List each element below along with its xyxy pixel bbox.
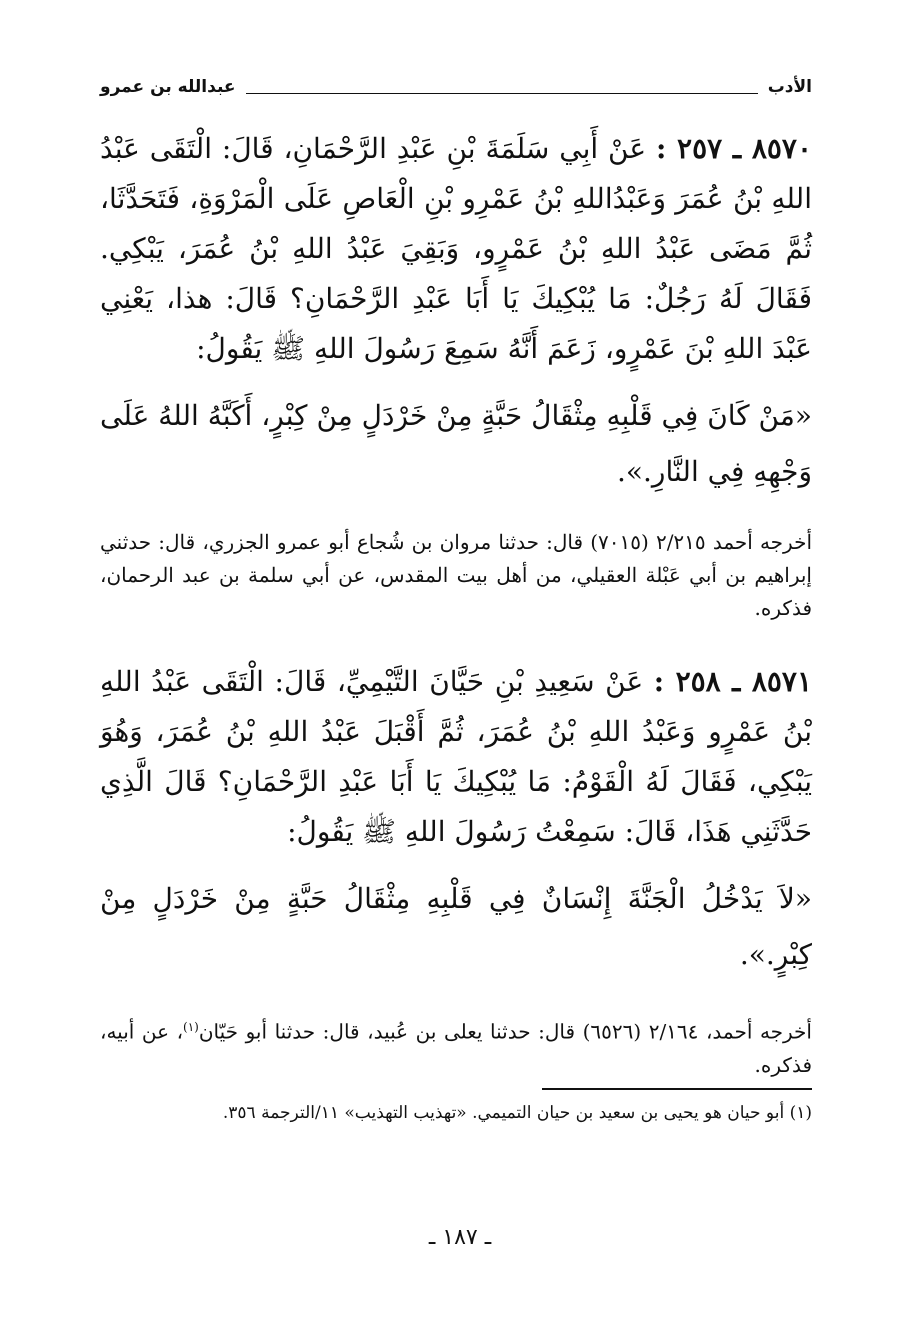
header-chapter-title: الأدب <box>767 77 812 97</box>
header-rule <box>246 93 758 94</box>
hadith-8571-body: عَنْ سَعِيدِ بْنِ حَيَّانَ التَّيْمِيِّ، قَالَ: الْتَقَى عَبْدُ اللهِ بْنُ عَمْرٍو وَعَبْدُ اللهِ بْنُ عُمَرَ، ثُمَّ أَقْبَلَ عَبْدُ اللهِ بْنُ عُمَرَ، وَهُوَ يَبْكِي، فَقَالَ لَهُ الْقَوْمُ: مَا يُبْكِيكَ يَا أَبَا عَبْدِ الرَّحْمَانِ؟ قَالَ الَّذِي حَدَّثَنِي هَذَا، قَالَ: سَمِعْتُ رَسُولَ اللهِ ﷺ يَقُولُ: <box>100 665 812 848</box>
footnote-1: (١) أبو حيان هو يحيى بن سعيد بن حيان التميمي. «تهذيب التهذيب» ١١/الترجمة ٣٥٦. <box>222 1102 812 1123</box>
header-section-title: عبدالله بن عمرو <box>100 77 236 97</box>
page-number: ـ ١٨٧ ـ <box>428 1225 492 1250</box>
hadith-8571-text <box>100 657 812 857</box>
book-page <box>100 70 812 1128</box>
hadith-8571-takhrij-main: أخرجه أحمد، ٢/١٦٤ (٦٥٢٦) قال: حدثنا يعلى بن عُبيد، قال: حدثنا أبو حَيّان <box>198 1019 812 1044</box>
hadith-8571-takhrij <box>100 1011 812 1082</box>
hadith-8570-body: عَنْ أَبِي سَلَمَةَ بْنِ عَبْدِ الرَّحْمَانِ، قَالَ: الْتَقَى عَبْدُ اللهِ بْنُ عُمَرَ وَعَبْدُاللهِ بْنُ عَمْرِو بْنِ الْعَاصِ عَلَى الْمَرْوَةِ، فَتَحَدَّثَا، ثُمَّ مَضَى عَبْدُ اللهِ بْنُ عَمْرٍو، وَبَقِيَ عَبْدُ اللهِ بْنُ عُمَرَ، يَبْكِي. فَقَالَ لَهُ رَجُلٌ: مَا يُبْكِيكَ يَا أَبَا عَبْدِ الرَّحْمَانِ؟ قَالَ: هذا، يَعْنِي عَبْدَ اللهِ بْنَ عَمْرٍو، زَعَمَ أَنَّهُ سَمِعَ رَسُولَ اللهِ ﷺ يَقُولُ: <box>100 132 812 365</box>
hadith-8571-takhrij-end: ، عن أبيه، فذكره. <box>100 1019 812 1077</box>
footnote-marker: (١) <box>183 1020 199 1034</box>
hadith-8570-number: ٨٥٧٠ ـ ٢٥٧ : <box>655 132 812 165</box>
hadith-8570-takhrij: أخرجه أحمد ٢/٢١٥ (٧٠١٥) قال: حدثنا مروان بن شُجاع أبو عمرو الجزري، قال: حدثني إبراهيم بن أبي عَبْلة العقيلي، من أهل بيت المقدس، عن أبي سلمة بن عبد الرحمان، فذكره. <box>100 530 812 620</box>
footnote-separator <box>542 1088 812 1090</box>
hadith-8571-number: ٨٥٧١ ـ ٢٥٨ : <box>653 665 812 698</box>
hadith-8570-quote: «مَنْ كَانَ فِي قَلْبِهِ مِثْقَالُ حَبَّةٍ مِنْ خَرْدَلٍ مِنْ كِبْرٍ، أَكَبَّهُ اللهُ عَلَى وَجْهِهِ فِي النَّارِ.». <box>100 399 812 488</box>
hadith-8570-text <box>100 124 812 374</box>
hadith-8571-quote: «لاَ يَدْخُلُ الْجَنَّةَ إِنْسَانٌ فِي قَلْبِهِ مِثْقَالُ حَبَّةٍ مِنْ خَرْدَلٍ مِنْ كِبْرٍ.». <box>100 882 812 971</box>
running-header <box>100 70 812 104</box>
